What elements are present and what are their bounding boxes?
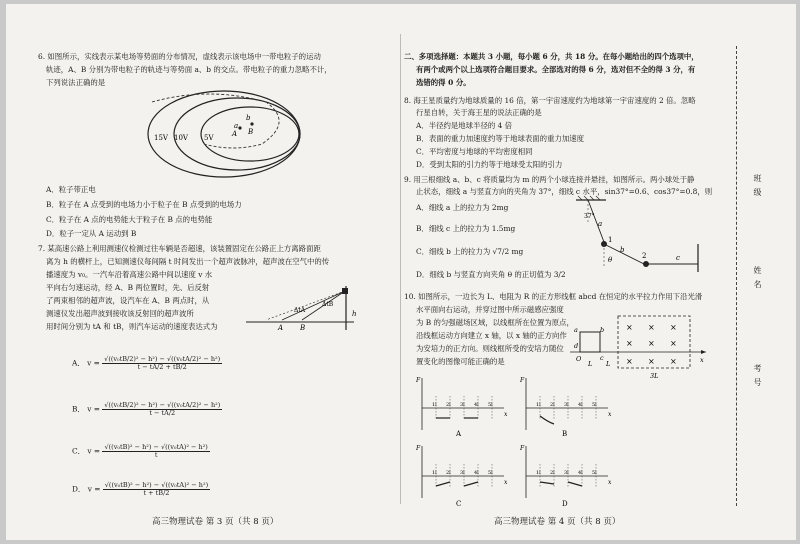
q7-option-c: C． v = $\frac{\text{√((v₀tB)² − h²) − √((v₀tA)² − h²)}}{t}$ xyxy=(72,443,208,459)
label-O: O xyxy=(576,355,582,363)
cross-8: × xyxy=(648,357,655,366)
label-b: b xyxy=(246,114,251,122)
graph-b-axis-f: F xyxy=(520,377,525,384)
label-c: c xyxy=(676,254,680,262)
q10-answer-graphs xyxy=(408,372,618,510)
graph-b-tick-2: 2l xyxy=(550,402,555,408)
q8-option-c: C．平均密度与地球的平均密度相同 xyxy=(416,147,533,156)
q6-equipotential-figure xyxy=(144,84,314,180)
graph-d-letter: D xyxy=(562,500,568,508)
graph-d-axis-f: F xyxy=(520,445,525,452)
q7-speed-camera-figure xyxy=(242,282,366,334)
q10-line-2: 水平面向右运动，并穿过图中所示磁感应强度 xyxy=(416,305,564,314)
q9-option-d: D．细线 b 与竖直方向夹角 θ 的正切值为 3/2 xyxy=(416,270,566,279)
label-theta: θ xyxy=(608,256,613,264)
q9-line-1: 9. 用三根细线 a、b、c 将质量均为 m 的两个小球连接并悬挂，如图所示。两小球处于静 xyxy=(404,175,695,184)
q10-line-3: 为 B 的匀强磁场区域，以线框所在位置为原点， xyxy=(416,318,574,327)
label-B: B xyxy=(248,128,254,136)
graph-c-tick-5: 5l xyxy=(488,470,493,476)
graph-b-axis-x: x xyxy=(608,411,612,418)
q6-line-1: 6. 如图所示，实线表示某电场等势面的分布情况，虚线表示该电场中一带电粒子的运动 xyxy=(38,52,321,61)
label-ball-1: 1 xyxy=(608,236,613,244)
cross-7: × xyxy=(626,357,633,366)
q9-line-2: 止状态，细线 a 与竖直方向的夹角为 37°，细线 c 水平，sin37°=0.6、cos37°=0.8，则 xyxy=(416,187,713,196)
cross-4: × xyxy=(626,339,633,348)
q7-line-2: 离为 h 的横杆上，已知测速仪每间隔 t 时间发出一个超声波脉冲，超声波在空气中的传 xyxy=(46,257,330,266)
q7-line-7: 用时间分别为 tA 和 tB，则汽车运动的速度表达式为 xyxy=(46,322,218,331)
binding-cut-line xyxy=(736,46,737,506)
label-a: a xyxy=(574,326,578,334)
exam-sheet xyxy=(6,4,796,540)
label-B: B xyxy=(300,324,306,332)
q8-option-a: A．半径约是地球半径的 4 倍 xyxy=(416,121,513,130)
q10-line-1: 10. 如图所示，一边长为 L、电阻为 R 的正方形线框 abcd 在恒定的水平拉力作用下沿光滑 xyxy=(404,292,703,301)
q8-line-2: 行星自转，关于海王星的说法正确的是 xyxy=(416,108,542,117)
footer-page-3: 高三物理试卷 第 3 页（共 8 页） xyxy=(152,517,279,527)
graph-b-letter: B xyxy=(562,430,568,438)
q7-line-4: 平向右匀速运动，经 A、B 两位置时，先、后反射 xyxy=(46,283,210,292)
margin-char-5: 考 xyxy=(753,364,762,372)
graph-d-axis-x: x xyxy=(608,479,612,486)
q7-option-b: B． v = $\frac{\text{√((v₀tB/2)² − h²) − √((v₀tA/2)² − h²)}}{t - tA/2}$ xyxy=(72,401,221,417)
graph-d-tick-2: 2l xyxy=(550,470,555,476)
q6-line-2: 轨迹，A、B 分别为带电粒子的轨迹与等势面 a、b 的交点。带电粒子的重力忽略不计， xyxy=(46,65,332,74)
label-10v: 10V xyxy=(174,134,188,142)
q9-option-a: A．细线 a 上的拉力为 2mg xyxy=(416,203,509,212)
q6-option-b: B．粒子在 A 点受到的电场力小于粒子在 B 点受到的电场力 xyxy=(46,200,242,209)
q8-line-1: 8. 海王星质量约为地球质量的 16 倍，第一宇宙速度约为地球第一宇宙速度的 2 倍。忽略 xyxy=(404,96,696,105)
graph-d-tick-3: 3l xyxy=(564,470,569,476)
q7-option-a: A． v = $\frac{\text{√((v₀tB/2)² − h²) − √((v₀tA/2)² − h²)}}{t - tA/2 + tB/2}$ xyxy=(72,355,221,371)
cross-9: × xyxy=(670,357,677,366)
q8-option-b: B．表面的重力加速度约等于地球表面的重力加速度 xyxy=(416,134,585,143)
section-2-line-1: 二、多项选择题：本题共 3 小题，每小题 6 分，共 18 分。在每小题给出的四个选项中， xyxy=(404,52,699,61)
q10-line-6: 置变化的图像可能正确的是 xyxy=(416,357,505,366)
graph-d-tick-5: 5l xyxy=(592,470,597,476)
section-2-line-2: 有两个或两个以上选项符合题目要求。全部选对的得 6 分，选对但不全的得 3 分，有 xyxy=(416,65,696,74)
q8-option-d: D．受到太阳的引力约等于地球受太阳的引力 xyxy=(416,160,563,169)
graph-c xyxy=(415,445,508,508)
cross-2: × xyxy=(648,323,655,332)
margin-char-6: 号 xyxy=(753,378,762,386)
graph-c-tick-3: 3l xyxy=(460,470,465,476)
label-5v: 5V xyxy=(204,134,214,142)
graph-a-tick-3: 3l xyxy=(460,402,465,408)
graph-b-tick-1: 1l xyxy=(536,402,541,408)
q7-line-5: 了两束相邻的超声波，设汽车在 A、B 两点时，从 xyxy=(46,296,210,305)
graph-b-tick-5: 5l xyxy=(592,402,597,408)
q9-option-b: B．细线 c 上的拉力为 1.5mg xyxy=(416,224,516,233)
label-a: a xyxy=(598,220,603,228)
q7-line-1: 7. 某高速公路上利用测速仪检测过往车辆是否超速，该装置固定在公路正上方离路面距 xyxy=(38,244,321,253)
graph-a-axis-f: F xyxy=(416,377,421,384)
q9-option-c: C．细线 b 上的拉力为 √7/2 mg xyxy=(416,247,524,256)
q10-line-5: 为安培力的正方向。则线框所受的安培力随位 xyxy=(416,344,564,353)
footer-page-4: 高三物理试卷 第 4 页（共 8 页） xyxy=(494,517,621,527)
graph-d-tick-4: 4l xyxy=(578,470,583,476)
label-A: A xyxy=(278,324,284,332)
graph-a-letter: A xyxy=(456,430,462,438)
graph-a xyxy=(415,377,508,438)
label-37deg: 37° xyxy=(584,213,595,220)
graph-a-tick-2: 2l xyxy=(446,402,451,408)
label-a: a xyxy=(234,122,239,130)
q10-magnetic-field-figure xyxy=(570,306,710,382)
graph-a-tick-1: 1l xyxy=(432,402,437,408)
margin-char-4: 名 xyxy=(753,280,762,288)
graph-a-tick-4: 4l xyxy=(474,402,479,408)
graph-c-tick-1: 1l xyxy=(432,470,437,476)
label-3L: 3L xyxy=(650,372,659,380)
q7-option-d: D． v = $\frac{\text{√((v₀tB)² − h²) − √((v₀tA)² − h²)}}{t + tB/2}$ xyxy=(72,481,209,497)
cross-3: × xyxy=(670,323,677,332)
graph-c-tick-2: 2l xyxy=(446,470,451,476)
graph-b-tick-3: 3l xyxy=(564,402,569,408)
cross-5: × xyxy=(648,339,655,348)
q7-line-3: 播速度为 v₀。一汽车沿着高速公路中间以速度 v 水 xyxy=(46,270,213,279)
label-d: d xyxy=(574,342,579,350)
graph-c-letter: C xyxy=(456,500,462,508)
graph-c-axis-f: F xyxy=(416,445,421,452)
section-2-line-3: 选错的得 0 分。 xyxy=(416,78,471,87)
q6-option-c: C．粒子在 A 点的电势能大于粒子在 B 点的电势能 xyxy=(46,215,213,224)
label-b: b xyxy=(620,246,625,254)
graph-b-tick-4: 4l xyxy=(578,402,583,408)
label-x: x xyxy=(700,356,704,364)
binding-margin xyxy=(722,4,796,540)
q9-hanging-balls-figure xyxy=(558,194,710,274)
graph-c-tick-4: 4l xyxy=(474,470,479,476)
label-A: A xyxy=(232,130,238,138)
graph-d-tick-1: 1l xyxy=(536,470,541,476)
q6-option-d: D．粒子一定从 A 运动到 B xyxy=(46,229,137,238)
graph-a-axis-x: x xyxy=(504,411,508,418)
label-L: L xyxy=(588,360,593,368)
graph-d xyxy=(519,445,612,508)
label-tb: ΔtB xyxy=(322,301,334,308)
label-c: c xyxy=(600,354,604,362)
q6-line-3: 下列说法正确的是 xyxy=(46,78,106,87)
label-ta: ΔtA xyxy=(294,307,306,314)
margin-char-1: 班 xyxy=(753,174,762,182)
cross-6: × xyxy=(670,339,677,348)
margin-char-3: 姓 xyxy=(753,266,762,274)
label-L2: L xyxy=(606,360,611,368)
graph-b xyxy=(519,377,612,438)
q10-line-4: 沿线框运动方向建立 x 轴，以 x 轴的正方向作 xyxy=(416,331,567,340)
q6-option-a: A．粒子带正电 xyxy=(46,185,96,194)
column-divider xyxy=(400,34,401,504)
label-h: h xyxy=(352,310,357,318)
cross-1: × xyxy=(626,323,633,332)
label-15v: 15V xyxy=(154,134,168,142)
graph-c-axis-x: x xyxy=(504,479,508,486)
label-ball-2: 2 xyxy=(642,252,647,260)
q7-line-6: 测速仪发出超声波到接收该反射回的超声波所 xyxy=(46,309,194,318)
graph-a-tick-5: 5l xyxy=(488,402,493,408)
margin-char-2: 级 xyxy=(753,188,762,196)
label-b: b xyxy=(600,326,605,334)
